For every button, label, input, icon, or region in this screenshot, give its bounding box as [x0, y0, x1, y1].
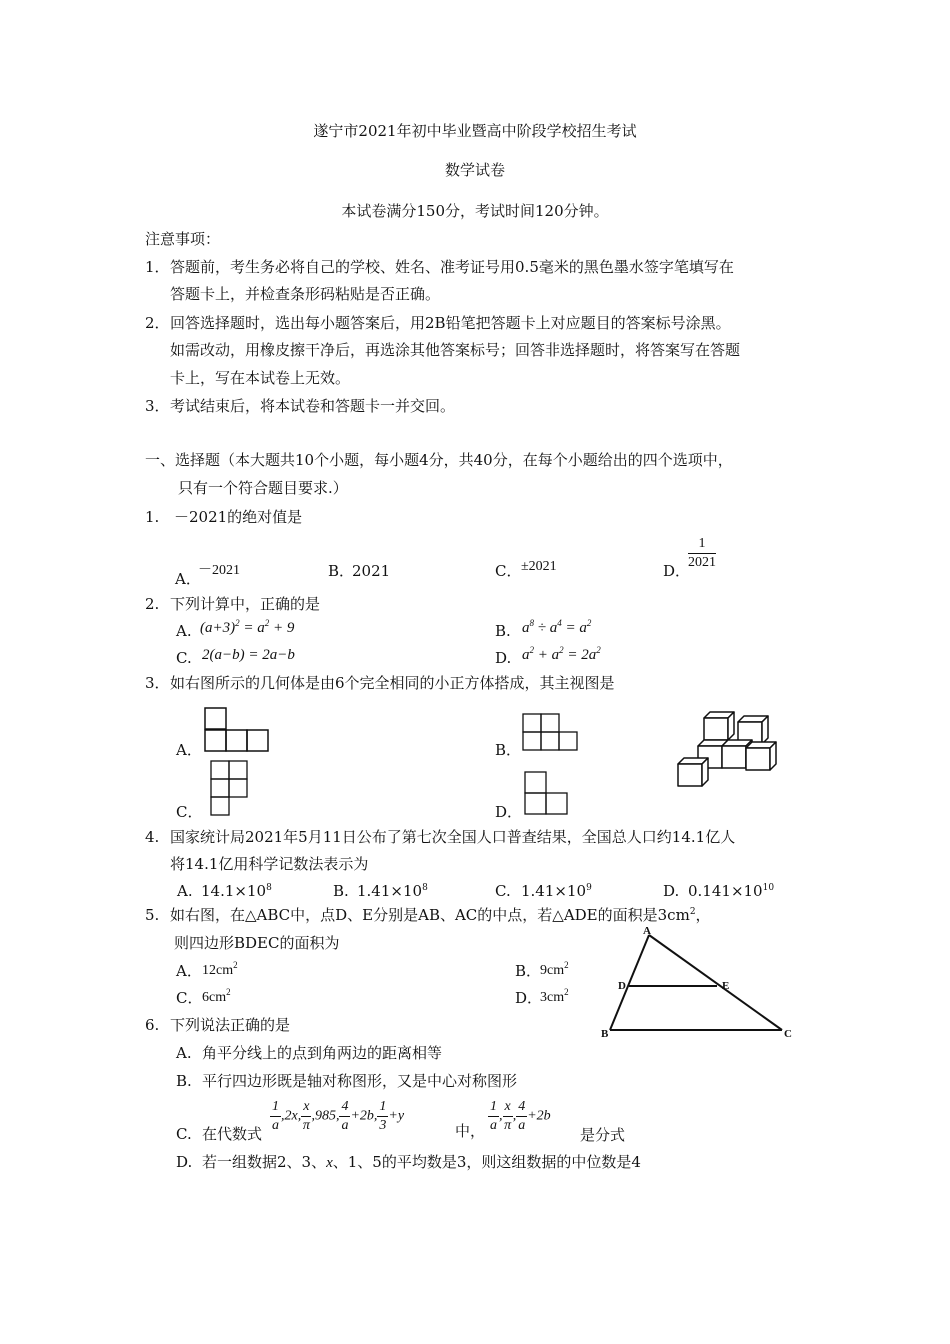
- section1-line2: 只有一个符合题目要求.）: [178, 479, 348, 497]
- q6-c-label: C.: [176, 1125, 192, 1143]
- q2-c-label: C.: [176, 649, 192, 667]
- q6-d-label: D.: [176, 1153, 193, 1171]
- q2-b-label: B.: [495, 622, 511, 640]
- q3-a-view: [204, 707, 270, 753]
- exam-subtitle: 数学试卷: [444, 161, 505, 179]
- q1-b-value: 2021: [352, 562, 391, 580]
- q6-c-post: 是分式: [580, 1126, 626, 1144]
- q5-d-label: D．: [515, 989, 543, 1007]
- q6-d-var: x: [326, 1155, 333, 1171]
- q5-line1-text: 如右图，在△ABC中，点D、E分别是AB、AC的中点，若△ADE的面积是3cm: [170, 906, 690, 924]
- q2-a-label: A.: [176, 622, 192, 640]
- q3-c-view: [210, 760, 250, 818]
- q2-d-label: D.: [495, 649, 512, 667]
- q4-c-exp: 9: [586, 883, 592, 893]
- q5-label-e: E: [722, 980, 730, 992]
- q2-a-expression: $(a+3)^2 = a^2 + 9$: [200, 618, 295, 636]
- q3-b-label: B．: [495, 741, 522, 759]
- section1-line1: 一、选择题（本大题共10个小题，每小题4分，共40分，在每个小题给出的四个选项中，: [145, 451, 733, 469]
- q5-b-option: [540, 960, 569, 978]
- note-2-num: 2．: [145, 314, 170, 332]
- q1-a-label: A．: [175, 570, 201, 588]
- note-2-line1: 回答选择题时，选出每小题答案后，用2B铅笔把答题卡上对应题目的答案标号涂黑。: [170, 314, 731, 332]
- q4-a-label: A.: [177, 882, 193, 900]
- note-3-num: 3．: [145, 397, 170, 415]
- q2-stem: 下列计算中，正确的是: [170, 595, 321, 613]
- q5-d-sup: 2: [564, 987, 569, 997]
- q6-a-text: 角平分线上的点到角两边的距离相等: [202, 1044, 443, 1062]
- q3-solid-figure: [676, 712, 806, 792]
- q4-b-label: B.: [333, 882, 349, 900]
- q6-b-label: B.: [176, 1072, 192, 1090]
- q5-label-b: B: [601, 1028, 609, 1040]
- q5-label-d: D: [618, 980, 626, 992]
- q1-b-label: B．: [328, 562, 355, 580]
- q2-d-expression: $a^2 + a^2 = 2a^2$: [522, 645, 601, 663]
- q4-d-value: 0.141×10: [688, 882, 763, 900]
- q4-c-option: [521, 884, 592, 899]
- q6-b-text: 平行四边形既是轴对称图形，又是中心对称图形: [202, 1072, 518, 1090]
- q4-a-exp: 8: [266, 883, 272, 893]
- q6-a-label: A.: [176, 1044, 192, 1062]
- q3-d-label: D．: [495, 803, 523, 821]
- q2-num: 2.: [145, 595, 160, 613]
- q6-stem: 下列说法正确的是: [170, 1016, 291, 1034]
- q4-b-value: 1.41×10: [357, 882, 423, 900]
- q1-c-label: C．: [495, 562, 522, 580]
- q5-c-value: 6cm: [202, 990, 227, 1005]
- q5-c-option: [202, 987, 231, 1005]
- q5-b-value: 9cm: [540, 963, 565, 978]
- q4-line2: 将14.1亿用科学记数法表示为: [170, 855, 369, 873]
- q2-b-expression: $a^8 \div a^4 = a^2$: [522, 618, 592, 636]
- q4-b-option: [357, 884, 428, 899]
- q6-c-pre: 在代数式: [202, 1125, 263, 1143]
- q5-a-sup: 2: [233, 960, 238, 970]
- q5-line1-sup: 2: [689, 907, 696, 917]
- q4-b-exp: 8: [422, 883, 428, 893]
- q5-label-c: C: [784, 1028, 792, 1040]
- q4-d-label: D.: [663, 882, 680, 900]
- q4-d-option: [688, 884, 774, 899]
- q5-a-option: [202, 960, 238, 978]
- q4-c-value: 1.41×10: [521, 882, 587, 900]
- q5-b-label: B．: [515, 962, 542, 980]
- q3-stem: 如右图所示的几何体是由6个完全相同的小正方体搭成，其主视图是: [170, 674, 615, 692]
- q5-line1-end: ，: [695, 906, 711, 924]
- q4-line1: 国家统计局2021年5月11日公布了第七次全国人口普查结果，全国总人口约14.1亿人: [170, 828, 736, 846]
- q5-c-label: C．: [176, 989, 203, 1007]
- q3-num: 3．: [145, 674, 170, 692]
- q6-c-fraction-list: $\frac{1}{a}$ , $\frac{x}{\pi}$ , $\frac{4}{a}$ +2b: [490, 1099, 551, 1133]
- q3-d-view: [524, 771, 570, 817]
- note-1-line1: 答题前，考生务必将自己的学校、姓名、准考证号用0.5毫米的黑色墨水签字笔填写在: [170, 258, 734, 276]
- q5-d-option: [540, 987, 569, 1005]
- q4-a-option: [201, 884, 272, 899]
- note-3-line1: 考试结束后，将本试卷和答题卡一并交回。: [170, 397, 456, 415]
- q1-d-label: D．: [663, 562, 691, 580]
- q6-c-expression-list: $\frac{1}{a}$ ,2x, $\frac{x}{\pi}$ ,985, $\frac{4}{a}$ +2b, $\frac{1}{3}$ +y: [272, 1099, 405, 1133]
- q1-d-fraction: [688, 537, 716, 570]
- q5-label-a: A: [643, 925, 651, 937]
- q1-stem: －2021的绝对值是: [174, 508, 303, 526]
- q5-b-sup: 2: [564, 960, 569, 970]
- q5-a-label: A．: [176, 962, 202, 980]
- q5-num: 5.: [145, 906, 160, 924]
- exam-title: 遂宁市2021年初中毕业暨高中阶段学校招生考试: [313, 122, 637, 140]
- q4-d-exp: 10: [762, 883, 775, 893]
- q5-d-value: 3cm: [540, 990, 565, 1005]
- q4-a-value: 14.1×10: [201, 882, 267, 900]
- note-2-line2: 如需改动，用橡皮擦干净后，再选涂其他答案标号；回答非选择题时，将答案写在答题: [170, 341, 741, 359]
- q5-triangle-figure: [600, 925, 800, 1045]
- q5-line1: [170, 908, 711, 923]
- q4-c-label: C.: [495, 882, 511, 900]
- q2-c-expression: 2(a−b) = 2a−b: [202, 647, 295, 663]
- q5-line2: 则四边形BDEC的面积为: [174, 934, 340, 952]
- q6-num: 6.: [145, 1016, 160, 1034]
- notes-heading: 注意事项：: [145, 230, 221, 248]
- q4-num: 4.: [145, 828, 160, 846]
- q6-d-post: 、1、5的平均数是3，则这组数据的中位数是4: [332, 1153, 641, 1171]
- q6-d-text: [202, 1155, 641, 1171]
- exam-info: 本试卷满分150分，考试时间120分钟。: [341, 202, 609, 220]
- q6-c-mid: 中，: [455, 1122, 486, 1140]
- note-1-line2: 答题卡上，并检查条形码粘贴是否正确。: [170, 285, 441, 303]
- q1-d-denominator: 2021: [688, 555, 716, 570]
- q5-c-sup: 2: [226, 987, 231, 997]
- q3-c-label: C．: [176, 803, 203, 821]
- q1-a-value: －2021: [198, 563, 240, 578]
- q1-d-numerator: 1: [688, 537, 716, 554]
- q1-c-value: ±2021: [521, 559, 557, 574]
- q6-d-pre: 若一组数据2、3、: [202, 1153, 327, 1171]
- q5-a-value: 12cm: [202, 963, 234, 978]
- q3-a-label: A．: [176, 741, 202, 759]
- note-1-num: 1．: [145, 258, 170, 276]
- q1-num: 1.: [145, 508, 160, 526]
- note-2-line3: 卡上，写在本试卷上无效。: [170, 369, 351, 387]
- q3-b-view: [522, 713, 580, 753]
